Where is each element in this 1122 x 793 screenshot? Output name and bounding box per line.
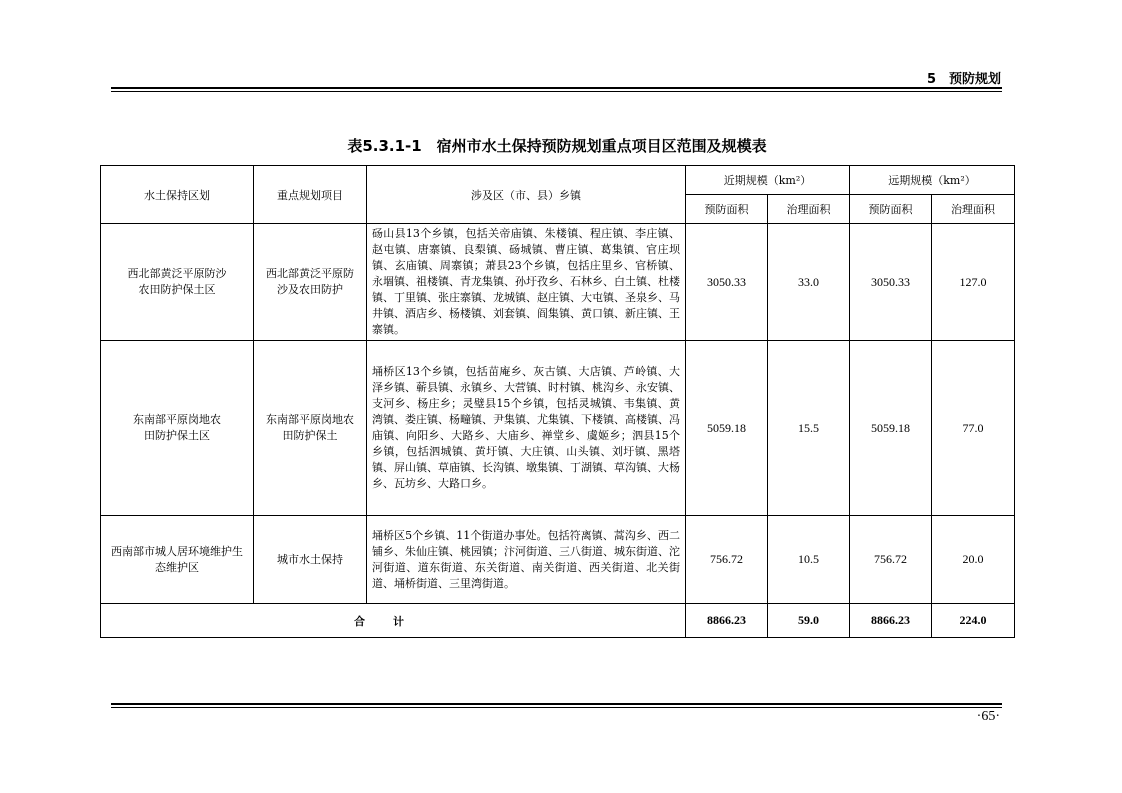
near-prevent-cell: 5059.18 — [686, 341, 768, 516]
far-govern-cell: 127.0 — [932, 224, 1015, 341]
header-rule — [111, 87, 1002, 89]
total-row — [101, 604, 1015, 638]
header-far-prevent: 预防面积 — [850, 195, 932, 224]
far-govern-cell: 77.0 — [932, 341, 1015, 516]
table-row — [101, 224, 1015, 341]
header-project: 重点规划项目 — [254, 166, 367, 224]
project-cell: 城市水土保持 — [254, 516, 367, 604]
page-number: ·65· — [976, 709, 1000, 724]
project-cell: 东南部平原岗地农田防护保土 — [254, 341, 367, 516]
zone-cell: 西北部黄泛平原防沙农田防护保土区 — [101, 224, 254, 341]
header-towns: 涉及区（市、县）乡镇 — [367, 166, 686, 224]
header-near-govern: 治理面积 — [768, 195, 850, 224]
towns-cell: 埇桥区5个乡镇、11个街道办事处。包括符离镇、蒿沟乡、西二铺乡、朱仙庄镇、桃园镇；汴河街道、三八街道、城东街道、沱河街道、道东街道、东关街道、南关街道、西关街道、北关街道、埇桥街道、三里湾街道。 — [367, 516, 686, 604]
total-far-prevent: 8866.23 — [850, 604, 932, 638]
project-cell: 西北部黄泛平原防沙及农田防护 — [254, 224, 367, 341]
far-prevent-cell: 5059.18 — [850, 341, 932, 516]
zone-cell: 西南部市城人居环境维护生态维护区 — [101, 516, 254, 604]
footer-rule — [111, 703, 1002, 705]
footer-rule-thin — [111, 707, 1002, 708]
far-prevent-cell: 756.72 — [850, 516, 932, 604]
planning-table — [100, 165, 1015, 638]
table-row — [101, 341, 1015, 516]
near-govern-cell: 10.5 — [768, 516, 850, 604]
header-near-prevent: 预防面积 — [686, 195, 768, 224]
towns-cell: 砀山县13个乡镇，包括关帝庙镇、朱楼镇、程庄镇、李庄镇、赵屯镇、唐寨镇、良梨镇、砀城镇、曹庄镇、葛集镇、官庄坝镇、玄庙镇、周寨镇；萧县23个乡镇，包括庄里乡、官桥镇、永堌镇、祖楼镇、青龙集镇、孙圩孜乡、石林乡、白土镇、杜楼镇、丁里镇、张庄寨镇、龙城镇、赵庄镇、大屯镇、圣泉乡、马井镇、酒店乡、杨楼镇、刘套镇、阎集镇、黄口镇、新庄镇、王寨镇。 — [367, 224, 686, 341]
total-near-govern: 59.0 — [768, 604, 850, 638]
header-near-group: 近期规模（km²） — [686, 166, 850, 195]
header-rule-thin — [111, 91, 1002, 92]
table-title: 表5.3.1-1 宿州市水土保持预防规划重点项目区范围及规模表 — [347, 137, 767, 155]
header-far-govern: 治理面积 — [932, 195, 1015, 224]
towns-cell: 埇桥区13个乡镇，包括苗庵乡、灰古镇、大店镇、芦岭镇、大泽乡镇、蕲县镇、永镇乡、大营镇、时村镇、桃沟乡、永安镇、支河乡、杨庄乡；灵璧县15个乡镇，包括灵城镇、韦集镇、黄湾镇、娄庄镇、杨疃镇、尹集镇、尤集镇、下楼镇、高楼镇、冯庙镇、向阳乡、大路乡、大庙乡、禅堂乡、虞姬乡；泗县15个乡镇，包括泗城镇、黄圩镇、大庄镇、山头镇、刘圩镇、黑塔镇、屏山镇、草庙镇、长沟镇、墩集镇、丁湖镇、草沟镇、大杨乡、瓦坊乡、大路口乡。 — [367, 341, 686, 516]
near-govern-cell: 15.5 — [768, 341, 850, 516]
header-far-group: 远期规模（km²） — [850, 166, 1015, 195]
total-far-govern: 224.0 — [932, 604, 1015, 638]
near-govern-cell: 33.0 — [768, 224, 850, 341]
chapter-header: 5 预防规划 — [926, 72, 1001, 87]
near-prevent-cell: 3050.33 — [686, 224, 768, 341]
far-govern-cell: 20.0 — [932, 516, 1015, 604]
total-near-prevent: 8866.23 — [686, 604, 768, 638]
table-row — [101, 516, 1015, 604]
header-zone: 水土保持区划 — [101, 166, 254, 224]
far-prevent-cell: 3050.33 — [850, 224, 932, 341]
zone-cell: 东南部平原岗地农田防护保土区 — [101, 341, 254, 516]
total-label: 合计 — [101, 604, 686, 638]
near-prevent-cell: 756.72 — [686, 516, 768, 604]
